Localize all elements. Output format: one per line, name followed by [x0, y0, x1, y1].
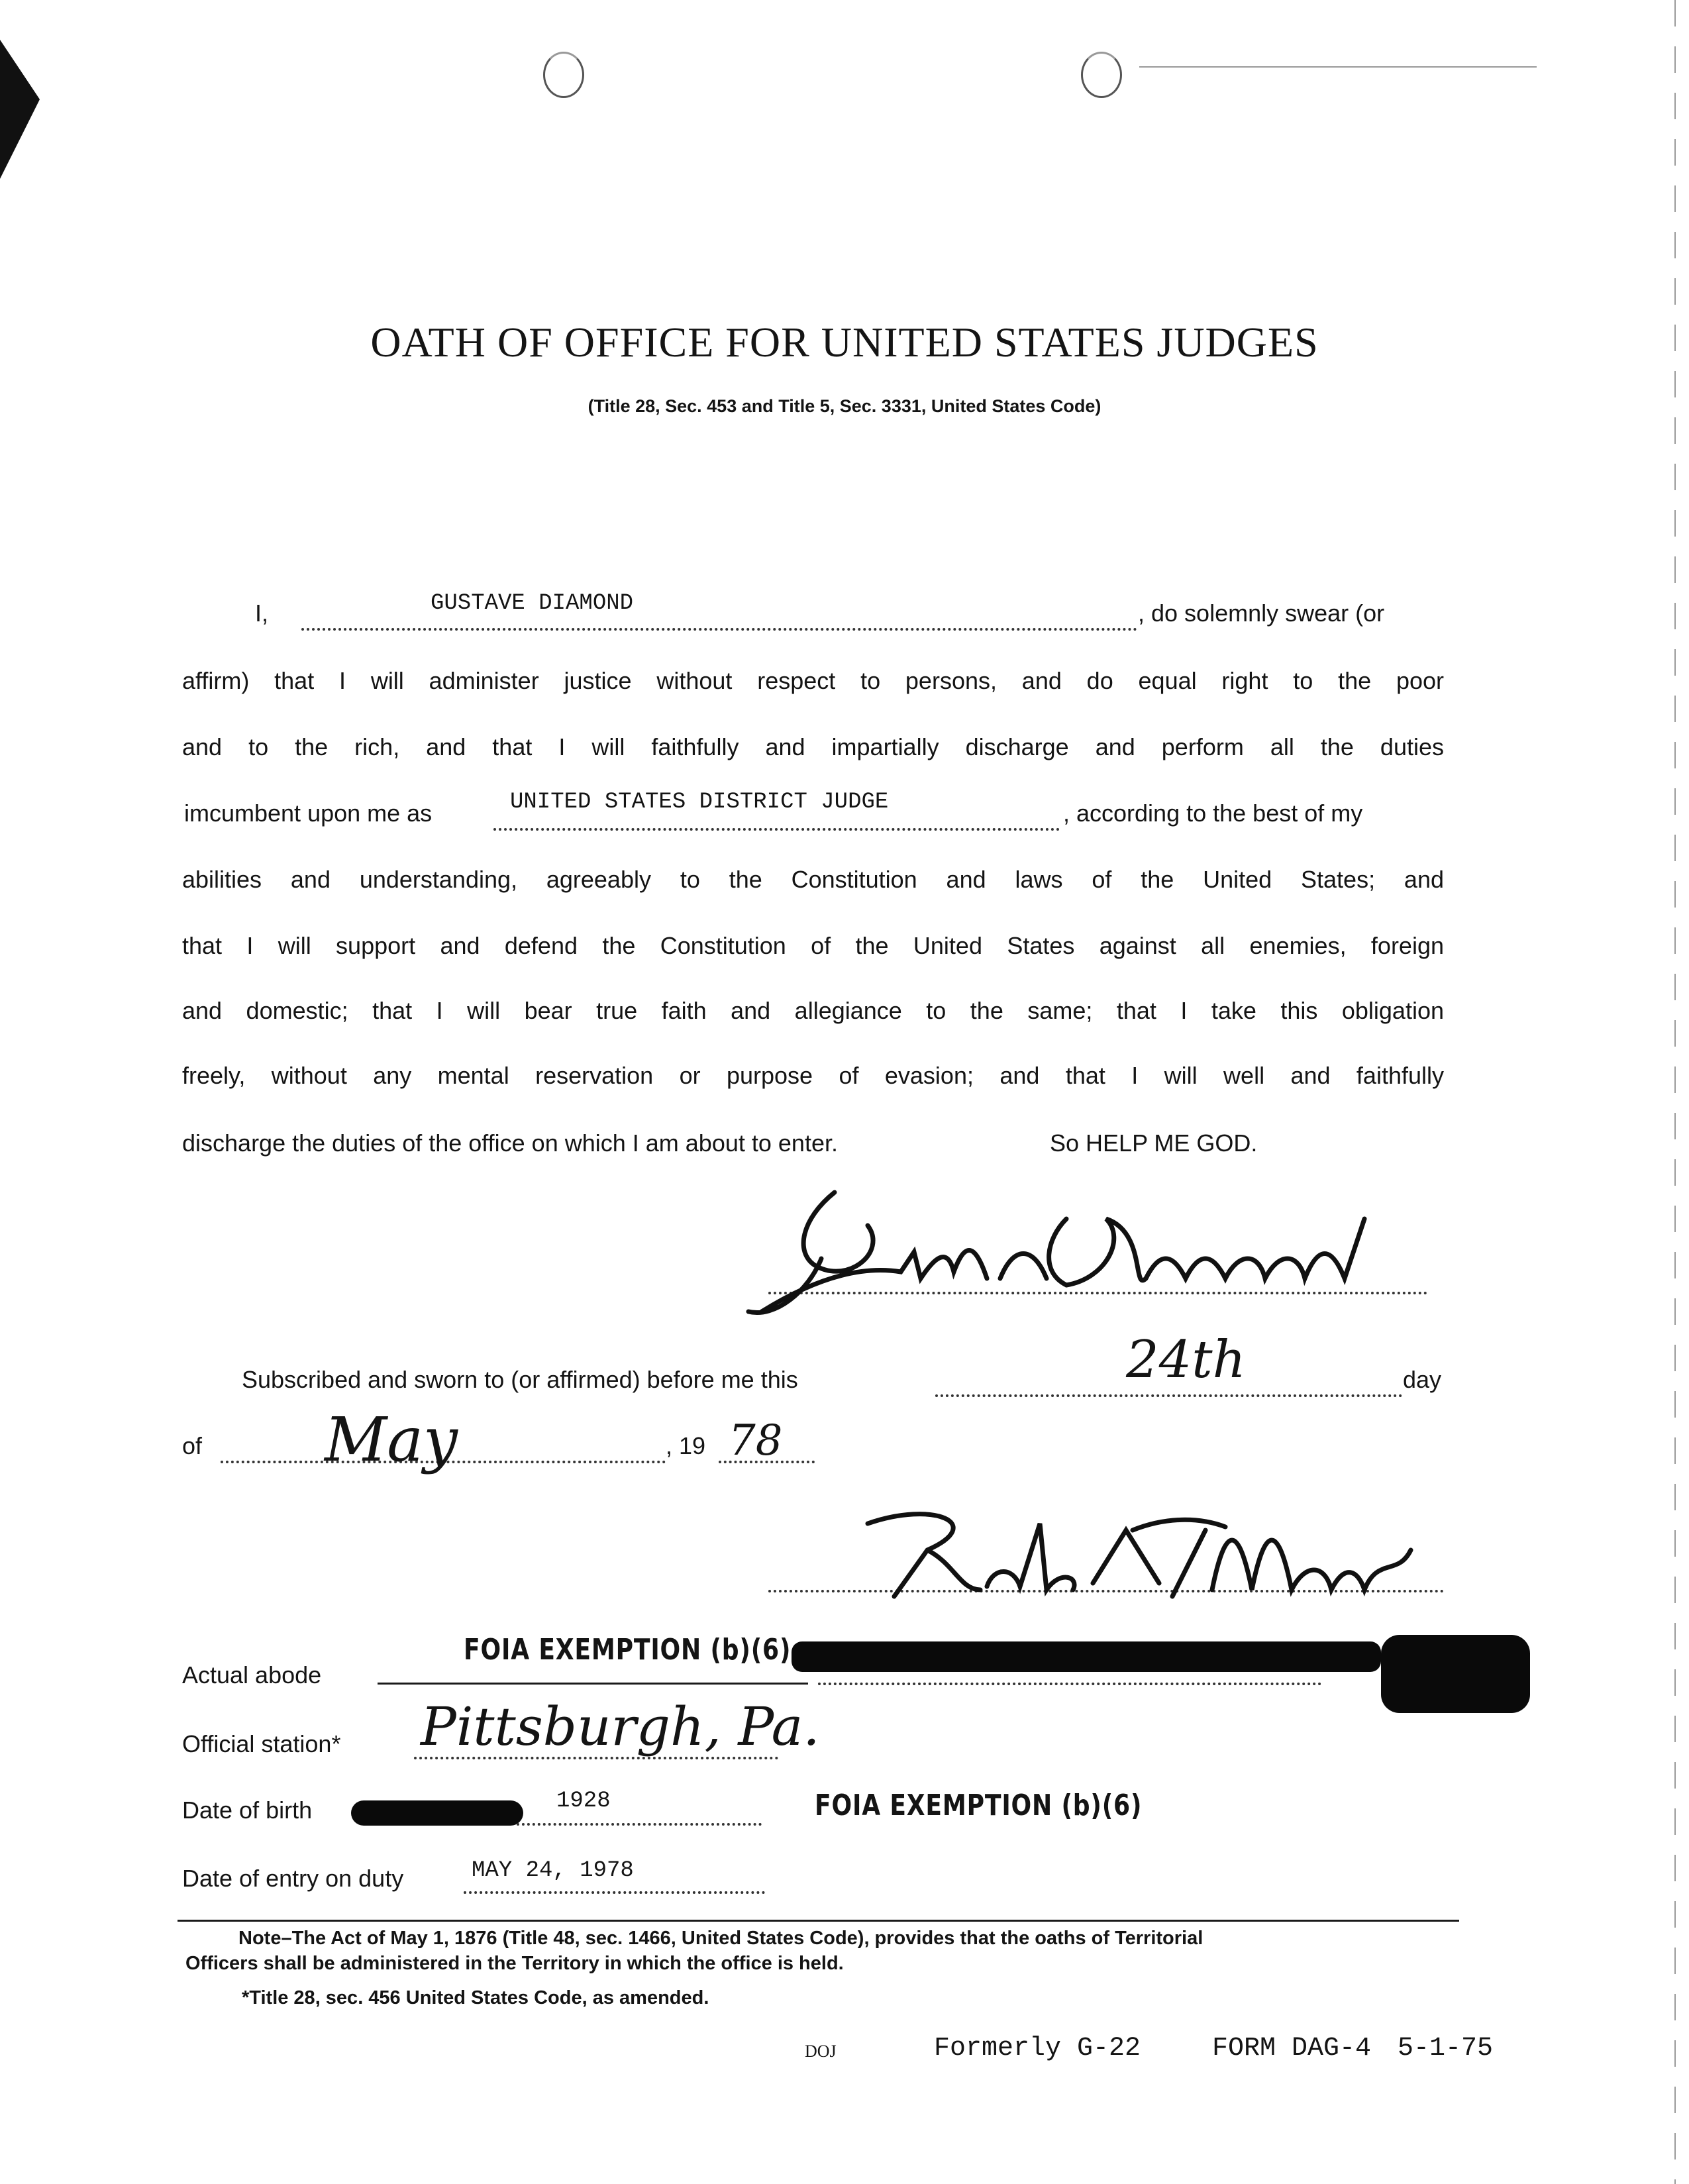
abode-label: Actual abode [182, 1661, 322, 1689]
birth-foia-stamp: FOIA EXEMPTION (b)(6) [815, 1789, 1143, 1822]
office-title: UNITED STATES DISTRICT JUDGE [510, 790, 889, 815]
note1-line1: Note–The Act of May 1, 1876 (Title 48, sec. 1466, United States Code), provides that the oaths of Territorial [238, 1928, 1203, 1949]
name-dotted-line [301, 628, 1137, 631]
entry-label: Date of entry on duty [182, 1865, 404, 1892]
abode-foia-stamp: FOIA EXEMPTION (b)(6) [464, 1633, 792, 1667]
station-value: Pittsburgh, Pa. [421, 1696, 820, 1757]
oath-line8: freely, without any mental reservation or purpose of evasion; and that I will well and faithfully [182, 1062, 1444, 1089]
day-label: day [1403, 1366, 1442, 1393]
oath-line3: and to the rich, and that I will faithfully and impartially discharge and perform all the duties [182, 733, 1444, 760]
form-title: OATH OF OFFICE FOR UNITED STATES JUDGES [370, 319, 1319, 366]
officer-signature [854, 1504, 1437, 1603]
footer-doj: DOJ [805, 2042, 837, 2061]
year-value: 78 [729, 1416, 783, 1465]
punch-hole-right [1081, 52, 1122, 98]
oath-line1-suffix: , do solemnly swear (or [1138, 599, 1385, 627]
sworn-prefix: Subscribed and sworn to (or affirmed) before me this [242, 1366, 798, 1393]
of-label: of [182, 1432, 203, 1459]
entry-value: MAY 24, 1978 [472, 1858, 634, 1883]
abode-dotted-line [818, 1683, 1321, 1685]
note2: *Title 28, sec. 456 United States Code, as amended. [242, 1987, 709, 2008]
birth-year: 1928 [556, 1789, 611, 1814]
oath-line2: affirm) that I will administer justice without respect to persons, and do equal right to the poor [182, 667, 1444, 694]
scan-blot [0, 40, 40, 179]
year-prefix: , 19 [666, 1432, 706, 1459]
oath-line4-suffix: , according to the best of my [1063, 800, 1363, 827]
scan-edge-line [1139, 66, 1537, 68]
oath-taker-name: GUSTAVE DIAMOND [431, 591, 634, 616]
oath-line4-prefix: imcumbent upon me as [184, 800, 433, 827]
day-dotted-line [935, 1394, 1402, 1397]
punch-hole-left [543, 52, 584, 98]
birth-label: Date of birth [182, 1796, 313, 1824]
footer-date: 5-1-75 [1398, 2034, 1494, 2063]
entry-dotted-line [464, 1891, 765, 1894]
abode-rule [378, 1683, 808, 1685]
note1-line2: Officers shall be administered in the Territory in which the office is held. [185, 1953, 844, 1974]
oath-line7: and domestic; that I will bear true faith and allegiance to the same; that I take this obligation [182, 997, 1444, 1024]
notes-rule [178, 1920, 1459, 1922]
oath-line1-prefix: I, [255, 599, 269, 627]
abode-redaction-end [1381, 1635, 1530, 1713]
oath-signer-signature [735, 1179, 1398, 1325]
oath-line6: that I will support and defend the Constitution of the United States against all enemies, foreign [182, 932, 1444, 959]
form-subtitle: (Title 28, Sec. 453 and Title 5, Sec. 3331, United States Code) [588, 396, 1101, 416]
birth-redaction [351, 1800, 523, 1826]
station-label: Official station* [182, 1730, 341, 1757]
footer-form: FORM DAG-4 [1212, 2034, 1372, 2063]
oath-line5: abilities and understanding, agreeably to the Constitution and laws of the United States; and [182, 866, 1444, 893]
office-dotted-line [493, 828, 1060, 831]
birth-dotted-line [517, 1823, 762, 1826]
oath-line9: discharge the duties of the office on which I am about to enter. [182, 1129, 838, 1157]
abode-redaction [792, 1641, 1381, 1672]
month-value: May [325, 1404, 458, 1475]
footer-formerly: Formerly G-22 [934, 2034, 1141, 2063]
day-value: 24th [1126, 1330, 1246, 1390]
so-help-me-god: So HELP ME GOD. [1050, 1129, 1258, 1157]
